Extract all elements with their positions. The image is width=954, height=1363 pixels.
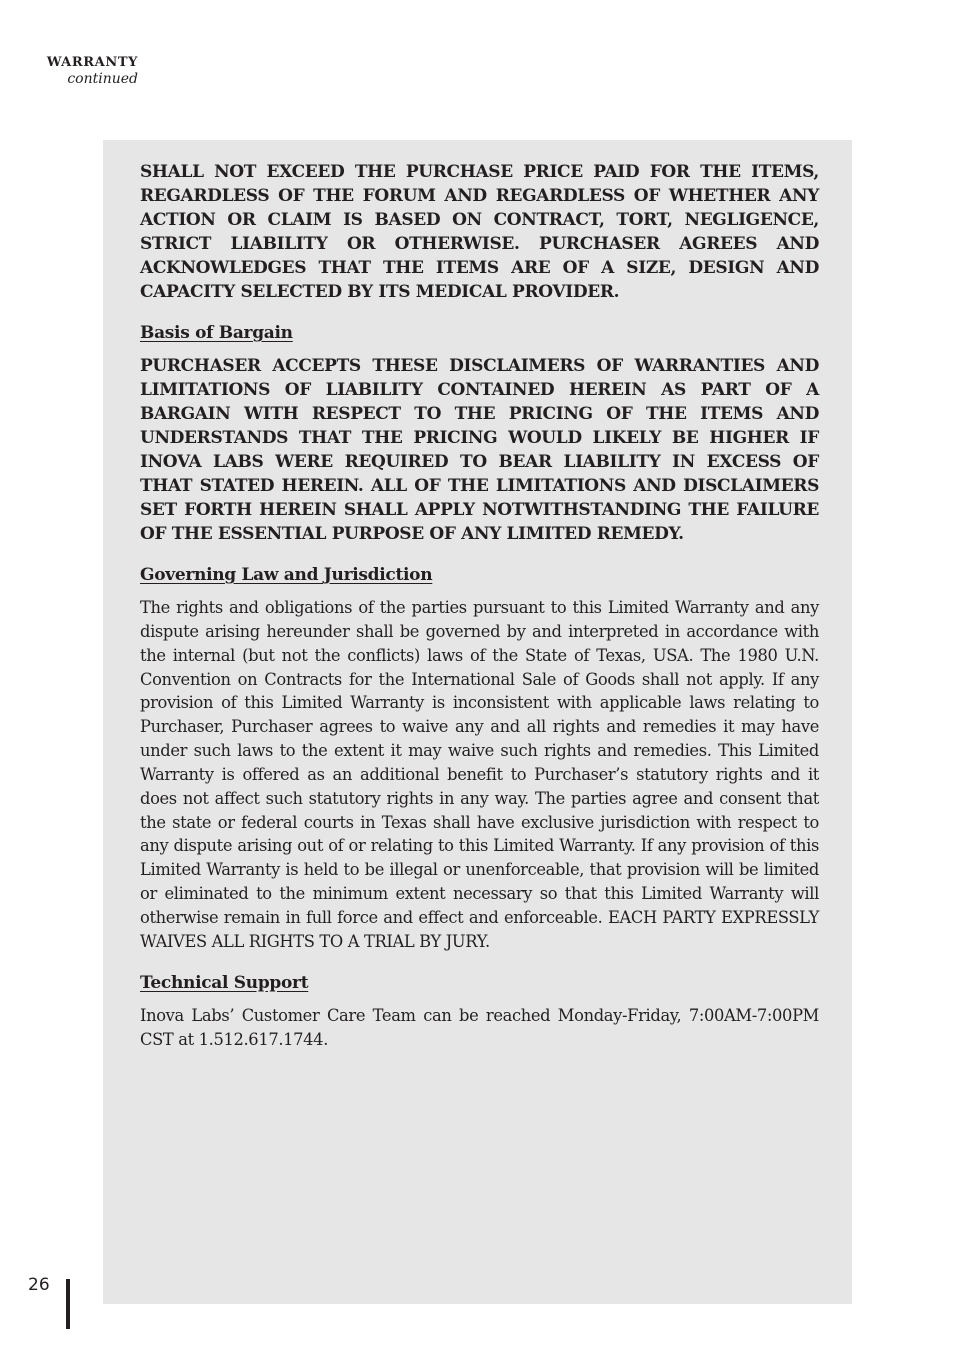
governing-law-paragraph: The rights and obligations of the parties pursuant to this Limited Warranty and any dispute arising hereunder shall be governed by and interpreted in accordance with the internal (but not the conflicts) laws of the State of Texas, USA. The 1980 U.N. Convention on Contracts for the International Sale of Goods shall not apply. If any provision of this Limited Warranty is inconsistent with applicable laws relating to Purchaser, Purchaser agrees to waive any and all rights and remedies it may have under such laws to the extent it may waive such rights and remedies. This Limited Warranty is offered as an additional benefit to Purchaser’s statutory rights and it does not affect such statutory rights in any way. The parties agree and consent that the state or federal courts in Texas shall have exclusive jurisdiction with respect to any dispute arising out of or relating to this Limited Warranty. If any provision of this Limited Warranty is held to be illegal or unenforceable, that provision will be limited or eliminated to the minimum extent necessary so that this Limited Warranty will otherwise remain in full force and effect and enforceable. EACH PARTY EXPRESSLY WAIVES ALL RIGHTS TO A TRIAL BY JURY. [140, 598, 819, 951]
section-header [38, 54, 138, 88]
section-title: WARRANTY [46, 55, 138, 70]
section-subtitle: continued [67, 71, 138, 87]
liability-limit-paragraph: SHALL NOT EXCEED THE PURCHASE PRICE PAID FOR THE ITEMS, REGARDLESS OF THE FORUM AND REGARDLESS OF WHETHER ANY ACTION OR CLAIM IS BASED ON CONTRACT, TORT, NEGLIGENCE, STRICT LIABILITY OR OTHERWISE. PURCHASER AGREES AND ACKNOWLEDGES THAT THE ITEMS ARE OF A SIZE, DESIGN AND CAPACITY SELECTED BY ITS MEDICAL PROVIDER. [140, 162, 819, 302]
technical-support-paragraph: Inova Labs’ Customer Care Team can be reached Monday-Friday, 7:00AM-7:00PM CST at 1.512.617.1744. [140, 1005, 819, 1049]
page-number: 26 [28, 1275, 50, 1295]
basis-of-bargain-heading: Basis of Bargain [140, 323, 293, 343]
governing-law-heading: Governing Law and Jurisdiction [140, 565, 433, 585]
warranty-content [140, 160, 819, 1051]
page-number-divider [66, 1279, 70, 1329]
basis-of-bargain-paragraph: PURCHASER ACCEPTS THESE DISCLAIMERS OF WARRANTIES AND LIMITATIONS OF LIABILITY CONTAINED HEREIN AS PART OF A BARGAIN WITH RESPECT TO THE PRICING OF THE ITEMS AND UNDERSTANDS THAT THE PRICING WOULD LIKELY BE HIGHER IF INOVA LABS WERE REQUIRED TO BEAR LIABILITY IN EXCESS OF THAT STATED HEREIN. ALL OF THE LIMITATIONS AND DISCLAIMERS SET FORTH HEREIN SHALL APPLY NOTWITHSTANDING THE FAILURE OF THE ESSENTIAL PURPOSE OF ANY LIMITED REMEDY. [140, 356, 819, 544]
technical-support-heading: Technical Support [140, 972, 309, 993]
